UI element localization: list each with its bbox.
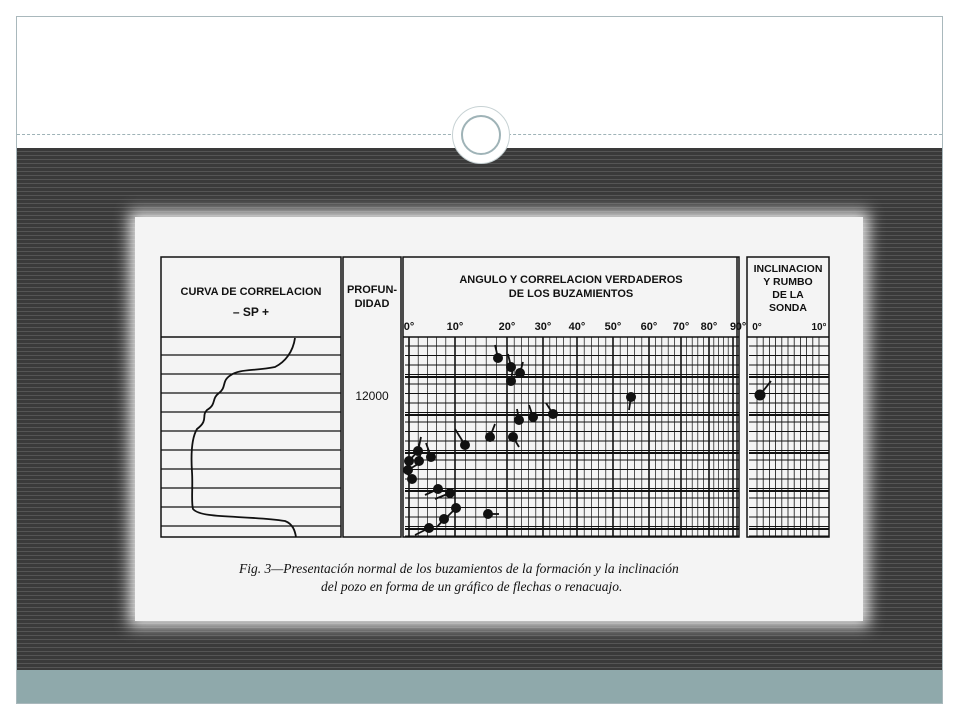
decorative-circle-icon [452, 106, 510, 164]
dips-tick-label: 0° [403, 321, 415, 333]
sonde-title-line2: Y RUMBO [763, 276, 813, 288]
dips-tick-label: 30° [534, 321, 552, 333]
correlation-panel [161, 257, 341, 537]
dips-tick-label: 20° [498, 321, 516, 333]
correlation-grid-lines [161, 355, 341, 526]
dip-tadpole [447, 503, 461, 517]
dips-tick-label: 40° [568, 321, 586, 333]
sonde-grid [749, 337, 829, 537]
decorative-circle-inner [461, 115, 501, 155]
dips-tick-label: 80° [700, 321, 718, 333]
sonde-title-line4: SONDA [769, 302, 807, 314]
figure-image [135, 217, 863, 621]
dip-tadpole [515, 362, 525, 378]
dips-title-line1: ANGULO Y CORRELACION VERDADEROS [459, 274, 683, 286]
dip-tadpole [508, 432, 519, 447]
dip-tadpoles [403, 345, 636, 535]
dips-angle-ticks [404, 321, 747, 333]
dips-tick-label: 0° [735, 321, 747, 333]
footer-bar [17, 670, 942, 704]
dip-tadpole [437, 514, 449, 527]
dip-tadpole [493, 345, 503, 363]
dip-tadpole [546, 403, 558, 419]
sonde-title-line1: INCLINACION [753, 263, 823, 275]
dip-tadpole [528, 405, 538, 422]
dip-tadpole [514, 409, 524, 425]
depth-marker: 12000 [355, 389, 389, 403]
dip-tadpole [455, 429, 470, 450]
slide [16, 16, 943, 704]
dips-title-line2: DE LOS BUZAMIENTOS [508, 288, 634, 300]
dips-tick-label: 70° [672, 321, 690, 333]
dips-tick-label: 50° [604, 321, 622, 333]
caption-line2: del pozo en forma de un gráfico de flechas o renacuajo. [321, 579, 623, 594]
depth-title-line2: DIDAD [354, 298, 390, 310]
dips-tick-label: 9 [729, 321, 737, 333]
sonde-tick-10: 10° [811, 322, 827, 333]
dipmeter-log-figure [135, 217, 863, 621]
caption-line1: Fig. 3—Presentación normal de los buzamientos de la formación y la inclinación [239, 561, 679, 576]
correlation-title: CURVA DE CORRELACION [180, 286, 322, 298]
sp-label: – SP + [232, 305, 270, 319]
dips-tick-label: 60° [640, 321, 658, 333]
sonde-title-line3: DE LA [772, 289, 804, 301]
depth-title-line1: PROFUN- [346, 284, 398, 296]
sonde-tick-0: 0° [752, 322, 762, 333]
dips-tick-label: 10° [446, 321, 464, 333]
